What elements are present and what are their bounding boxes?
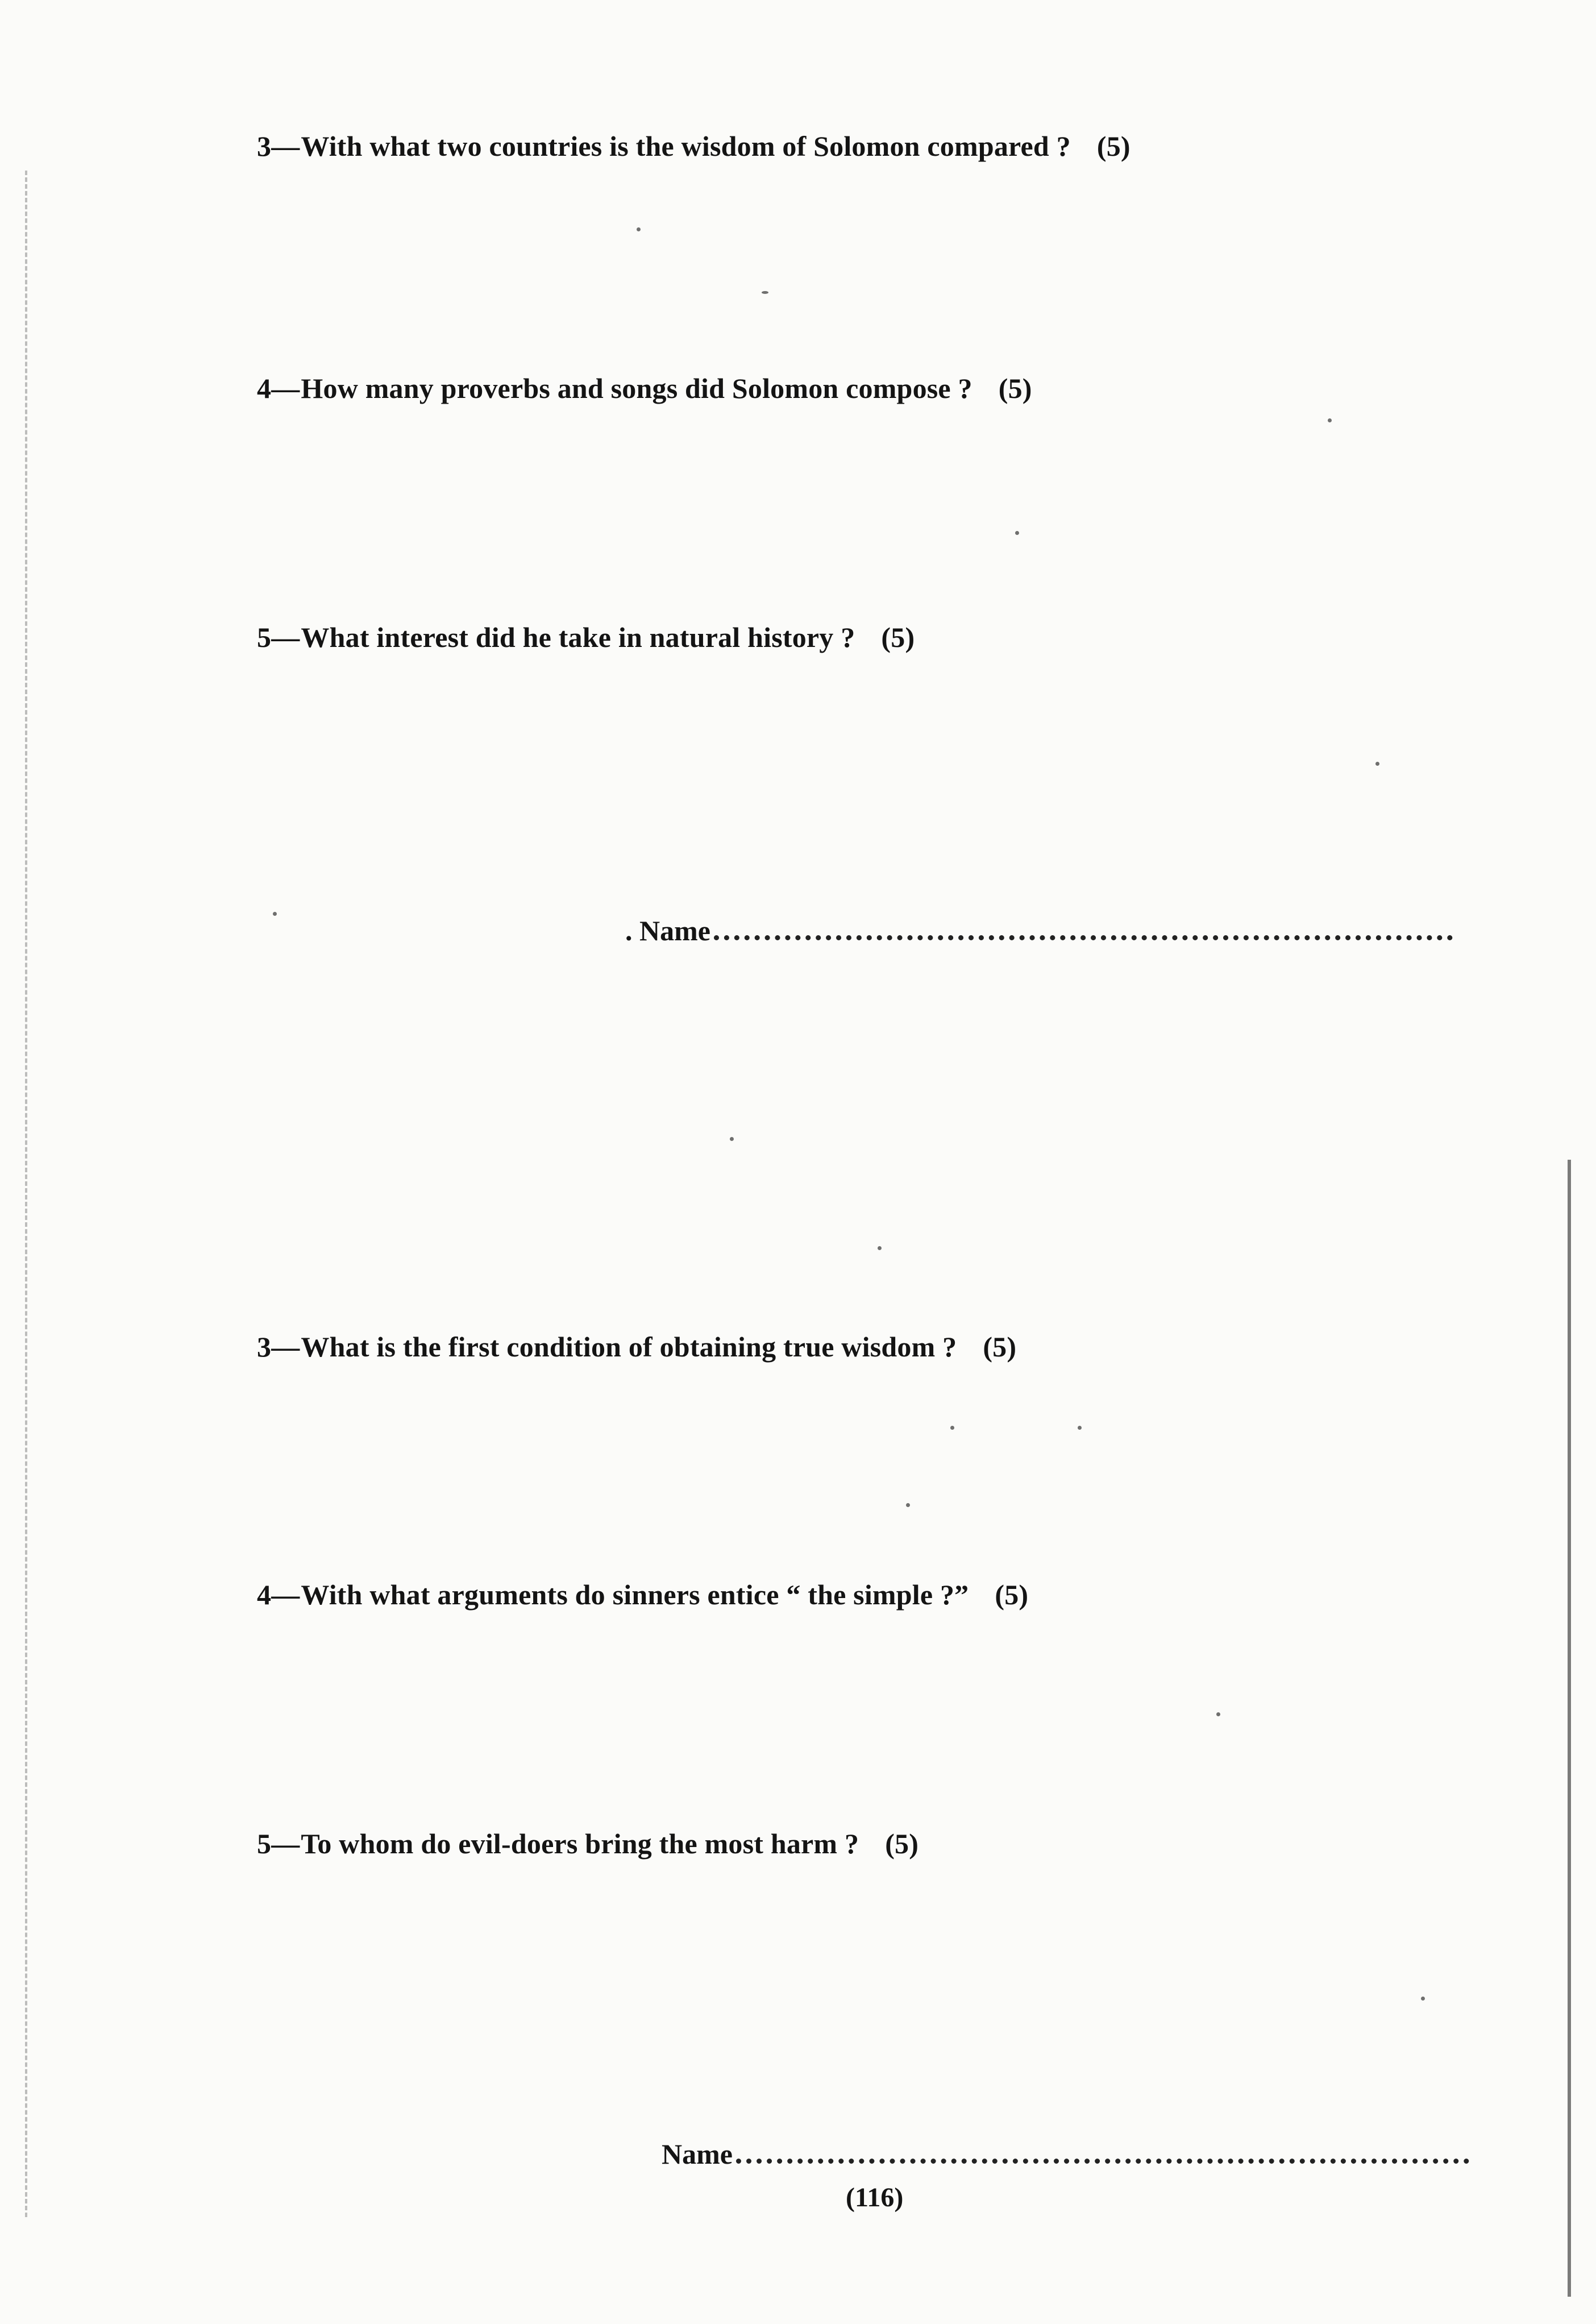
left-binding-edge (25, 171, 27, 2217)
name-blank-line[interactable] (736, 2159, 1469, 2164)
question-marks: (5) (885, 1828, 919, 1860)
name-field[interactable] (662, 2138, 1469, 2171)
name-blank-line[interactable] (714, 935, 1453, 940)
scan-speck (1328, 418, 1332, 422)
question-number: 4— (257, 372, 300, 404)
page-number: (116) (846, 2182, 904, 2213)
question-text: What interest did he take in natural history ? (301, 621, 855, 653)
question-4 (257, 372, 1032, 405)
scan-speck (1078, 1426, 1082, 1430)
scan-speck (1375, 762, 1379, 766)
question-marks: (5) (881, 621, 915, 653)
question-number: 3— (257, 1331, 300, 1363)
scan-speck (1015, 531, 1019, 535)
question-text: With what two countries is the wisdom of Solomon compared ? (301, 130, 1071, 162)
scan-speck (1216, 1712, 1220, 1716)
scan-speck (637, 227, 641, 231)
question-marks: (5) (995, 1579, 1029, 1611)
question-number: 3— (257, 130, 300, 162)
question-5 (257, 1827, 918, 1860)
scan-speck (1421, 1997, 1425, 2001)
name-label: Name (662, 2138, 733, 2170)
question-number: 4— (257, 1579, 300, 1611)
name-label: . Name (625, 915, 710, 947)
question-3 (257, 130, 1130, 163)
question-number: 5— (257, 1828, 300, 1860)
scan-speck (950, 1426, 954, 1430)
name-field[interactable] (625, 914, 1453, 947)
question-text: What is the first condition of obtaining true wisdom ? (301, 1331, 957, 1363)
question-4 (257, 1578, 1028, 1611)
question-marks: (5) (998, 372, 1032, 404)
question-5 (257, 621, 915, 654)
scan-speck (906, 1503, 910, 1507)
question-text: To whom do evil-doers bring the most harm ? (301, 1828, 859, 1860)
question-marks: (5) (983, 1331, 1017, 1363)
right-binding-edge (1568, 1160, 1571, 2297)
question-text: How many proverbs and songs did Solomon compose ? (301, 372, 972, 404)
scan-speck (878, 1246, 882, 1250)
question-marks: (5) (1096, 130, 1130, 162)
question-number: 5— (257, 621, 300, 653)
scan-speck (273, 912, 277, 916)
scan-speck (762, 291, 768, 294)
question-3 (257, 1330, 1016, 1363)
question-text: With what arguments do sinners entice “ the simple ?” (301, 1579, 969, 1611)
scan-speck (730, 1137, 734, 1141)
